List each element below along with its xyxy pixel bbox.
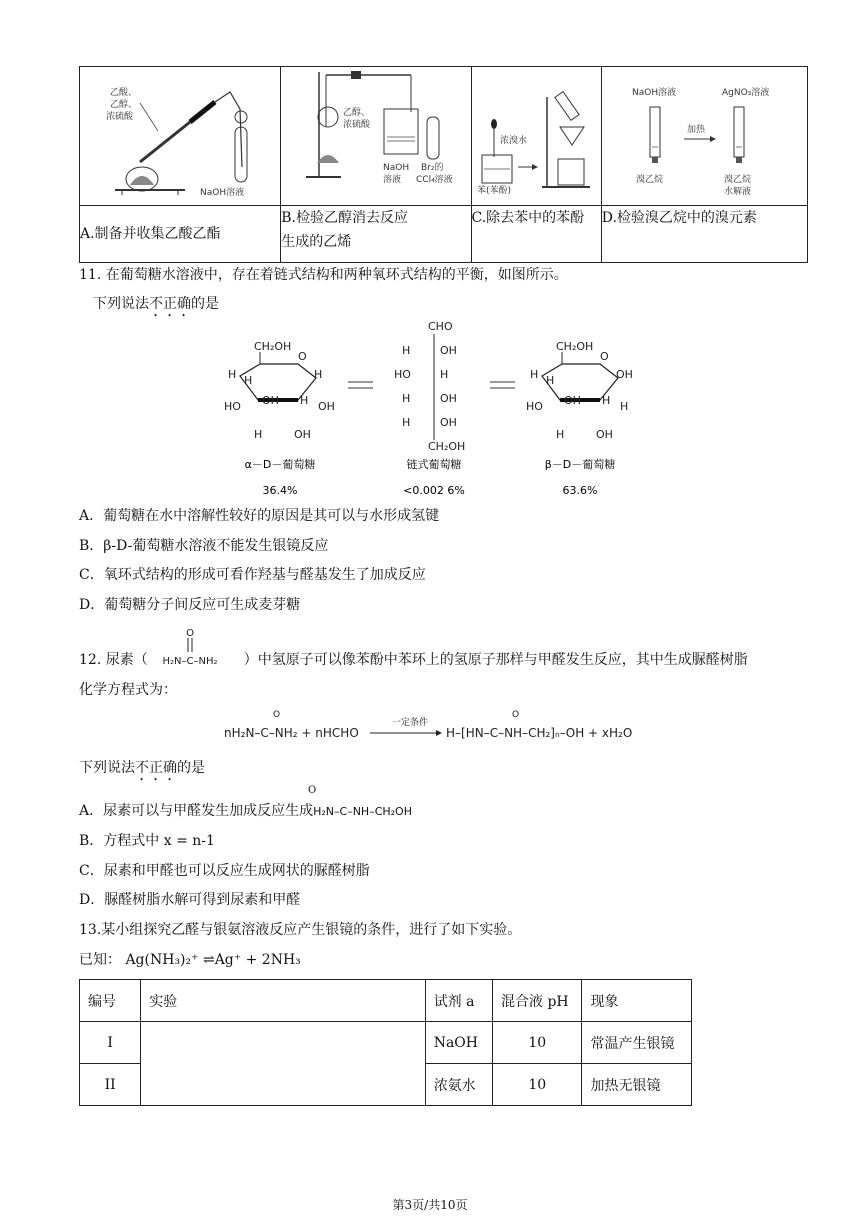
equation-condition: 一定条件 [392,718,429,728]
apparatus-b-drawing [281,67,470,201]
svg-text:H: H [530,368,539,381]
q12-stem-pre: 12. 尿素（ [79,652,148,668]
table-row: II 浓氨水 10 加热无银镜 [80,1064,692,1106]
svg-text:CH₂OH: CH₂OH [556,340,594,353]
svg-text:OH: OH [262,394,279,407]
svg-text:溴乙烷: 溴乙烷 [723,175,751,185]
apparatus-a [80,67,281,206]
equilibrium-arrow-right [490,382,515,388]
chain-name: 链式葡萄糖 [406,458,462,471]
header-reagent: 试剂 a [425,980,492,1022]
q12-ask-post: 的是 [177,760,205,776]
svg-text:O: O [186,628,194,639]
svg-text:浓溴水: 浓溴水 [499,136,527,146]
q11-ask-emphasis: 不正确 [149,296,191,312]
q12-option-b: B．方程式中 x = n-1 [79,833,215,849]
svg-text:溴乙烷: 溴乙烷 [635,175,663,185]
svg-text:O: O [600,350,609,363]
header-phenomenon: 现象 [582,980,692,1022]
alpha-percent: 36.4% [262,484,298,497]
svg-text:NaOH溶液: NaOH溶液 [631,88,676,98]
svg-text:HO: HO [224,400,241,413]
svg-text:H: H [402,344,411,357]
svg-text:OH: OH [440,344,457,357]
page-footer: 第3页/共10页 [392,1198,468,1212]
svg-text:CH₂OH: CH₂OH [254,340,292,353]
q11-ask [93,295,219,320]
chain-glucose-structure [394,320,465,453]
header-id: 编号 [80,980,141,1022]
svg-text:HO: HO [526,400,543,413]
q11-option-b: B．β-D-葡萄糖水溶液不能发生银镜反应 [79,538,329,554]
svg-text:H: H [314,368,323,381]
q12-ask [79,759,205,784]
q12-ask-pre: 下列说法 [79,760,135,776]
q13-experiment-table [79,979,692,1106]
header-experiment: 实验 [141,980,425,1022]
beta-name: β－D－葡萄糖 [544,458,616,471]
q11-stem: 11. 在葡萄糖水溶液中，存在着链式结构和两种氧环式结构的平衡，如图所示。 [79,267,568,283]
q11-option-d: D．葡萄糖分子间反应可生成麦芽糖 [79,597,301,613]
q12-equation [224,705,644,751]
svg-text:乙醇、: 乙醇、 [110,100,138,110]
svg-text:OH: OH [294,428,311,441]
q12-option-c: C．尿素和甲醛也可以反应生成网状的脲醛树脂 [79,863,370,879]
svg-text:H: H [402,416,411,429]
svg-text:乙醇、: 乙醇、 [343,108,371,118]
glucose-equilibrium-figure [218,316,648,502]
option-b-line2: 生成的乙烯 [281,234,352,250]
alpha-name: α－D－葡萄糖 [244,458,316,471]
svg-text:Br₂的: Br₂的 [421,163,444,173]
svg-text:H: H [620,400,629,413]
svg-text:HO: HO [394,368,411,381]
option-d-caption: D.检验溴乙烷中的溴元素 [601,206,807,263]
q13-stem: 13.某小组探究乙醛与银氨溶液反应产生银镜的条件，进行了如下实验。 [79,922,522,938]
q12-option-a-text: A．尿素可以与甲醛发生加成反应生成 [79,803,314,819]
q12-option-a [79,802,412,821]
svg-text:H: H [402,392,411,405]
q11-option-a: A．葡萄糖在水中溶解性较好的原因是其可以与水形成氢键 [79,508,440,524]
svg-text:CH₂OH: CH₂OH [428,440,466,453]
experiment-cell [141,1022,425,1106]
apparatus-a-drawing [80,67,280,201]
equation-right: H–[HN–C–NH–CH₂]ₙ–OH + xH₂O [446,726,633,740]
q10-apparatus-table [79,66,808,263]
q12-ask-emphasis: 不正确 [135,760,177,776]
q11-option-c: C．氧环式结构的形成可看作羟基与醛基发生了加成反应 [79,567,426,583]
apparatus-d [601,67,807,206]
svg-text:H: H [228,368,237,381]
q11-ask-post: 的是 [191,296,219,312]
alpha-glucose-structure [224,340,335,441]
svg-text:溶液: 溶液 [383,175,402,185]
svg-text:O: O [512,710,520,720]
beta-glucose-structure [526,340,633,441]
svg-text:O: O [298,350,307,363]
svg-text:NaOH溶液: NaOH溶液 [200,188,245,198]
svg-text:H: H [254,428,263,441]
svg-text:NaOH: NaOH [383,163,410,173]
svg-text:OH: OH [596,428,613,441]
chain-percent: <0.002 6% [403,484,465,497]
apparatus-c-drawing [472,67,601,201]
svg-text:浓硫酸: 浓硫酸 [106,112,134,122]
svg-text:H: H [244,374,253,387]
svg-text:OH: OH [564,394,581,407]
svg-text:H: H [546,374,555,387]
table-row: I NaOH 10 常温产生银镜 [80,1022,692,1064]
option-b-line1: B.检验乙醇消去反应 [281,210,408,226]
q12-option-d: D．脲醛树脂水解可得到尿素和甲醛 [79,892,301,908]
q11-ask-pre: 下列说法 [93,296,149,312]
q13-known: 已知： Ag(NH₃)₂⁺ ⇌Ag⁺ + 2NH₃ [79,952,301,968]
apparatus-c [471,67,601,206]
apparatus-b [281,67,471,206]
q12-stem-post: ）中氢原子可以像苯酚中苯环上的氢原子那样与甲醛发生反应，其中生成脲醛树脂 [243,652,748,668]
equilibrium-arrow-left [348,382,373,388]
svg-text:苯(苯酚): 苯(苯酚) [476,186,511,196]
svg-text:OH: OH [440,416,457,429]
svg-text:CCl₄溶液: CCl₄溶液 [416,175,453,185]
apparatus-d-drawing [602,67,807,201]
option-b-caption [281,206,471,263]
svg-text:OH: OH [616,368,633,381]
svg-text:OH: OH [440,392,457,405]
svg-text:浓硫酸: 浓硫酸 [343,120,371,130]
svg-text:H₂N–C–NH₂: H₂N–C–NH₂ [162,656,218,667]
beta-percent: 63.6% [562,484,598,497]
header-ph: 混合液 pH [493,980,582,1022]
svg-text:OH: OH [318,400,335,413]
option-c-caption: C.除去苯中的苯酚 [471,206,601,263]
q12-stem-line2: 化学方程式为： [79,682,177,698]
table-header-row [80,980,692,1022]
svg-text:加热: 加热 [686,125,705,135]
svg-text:O: O [273,710,281,720]
equation-left: nH₂N–C–NH₂ + nHCHO [224,726,359,740]
svg-text:H: H [440,368,449,381]
svg-text:乙酸、: 乙酸、 [110,88,138,98]
svg-text:H: H [300,394,309,407]
option-a-caption: A.制备并收集乙酸乙酯 [80,206,281,263]
urea-structure [140,624,240,672]
svg-text:H: H [602,394,611,407]
svg-text:CHO: CHO [428,320,453,333]
svg-text:AgNO₃溶液: AgNO₃溶液 [721,88,770,98]
svg-text:H: H [556,428,565,441]
q12-option-a-formula: H₂N–C–NH–CH₂OH [313,805,412,818]
svg-text:水解液: 水解液 [723,187,751,197]
